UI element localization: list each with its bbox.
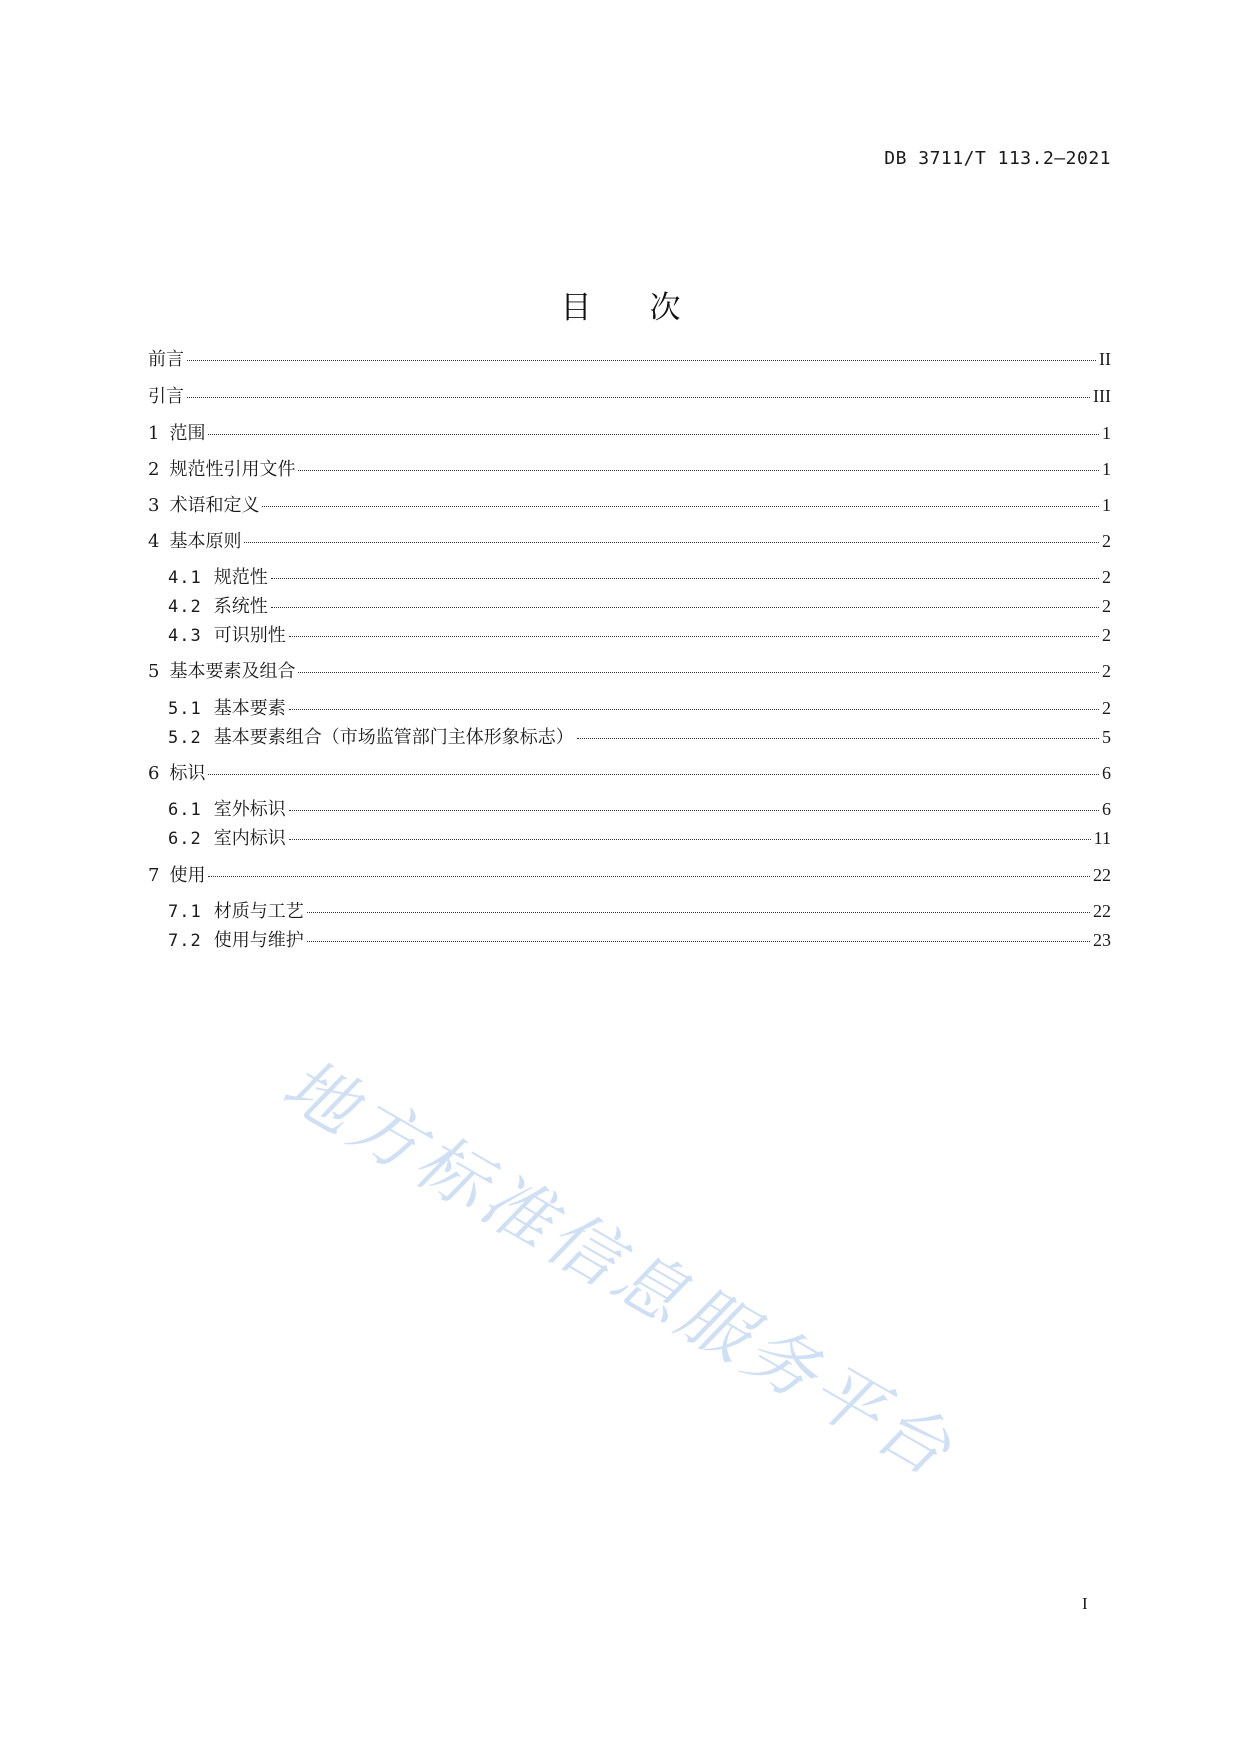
toc-section-number: 5.1: [168, 699, 202, 719]
toc-entry-4-2[interactable]: [168, 595, 1111, 618]
toc-entry-4-1[interactable]: [168, 566, 1111, 589]
toc-page-number: 1: [1102, 459, 1111, 479]
toc-section-number: 7: [148, 865, 160, 886]
toc-entry-5-2[interactable]: [168, 726, 1111, 749]
toc-entry-7-2[interactable]: [168, 929, 1111, 952]
dot-leader: [208, 876, 1090, 877]
toc-page-number: 22: [1093, 865, 1111, 885]
toc-entry-6-1[interactable]: [168, 798, 1111, 821]
toc-label: 基本要素: [213, 698, 286, 719]
toc-section-number: 4.2: [168, 597, 202, 617]
toc-page-number: 2: [1102, 625, 1111, 645]
standard-code: DB 3711/T 113.2—2021: [884, 148, 1111, 169]
toc-page-number: 1: [1102, 495, 1111, 515]
toc-page-number: III: [1093, 386, 1111, 406]
dot-leader: [289, 810, 1099, 811]
toc-entry-5-1[interactable]: [168, 697, 1111, 720]
toc-label: 基本要素及组合: [169, 661, 296, 682]
dot-leader: [307, 912, 1090, 913]
dot-leader: [289, 636, 1099, 637]
toc-label: 材质与工艺: [213, 901, 304, 922]
toc-entry-introduction[interactable]: [148, 385, 1111, 408]
dot-leader: [271, 578, 1099, 579]
toc-label: 范围: [169, 423, 206, 444]
toc-entry-6-2[interactable]: [168, 827, 1111, 850]
toc-section-number: 1: [148, 423, 160, 444]
toc-entry-1[interactable]: [148, 422, 1111, 445]
watermark: 地方标准信息服务平台: [269, 1042, 969, 1495]
toc-label: 基本原则: [169, 531, 242, 552]
toc-section-number: 6: [148, 763, 160, 784]
toc-page-number: 11: [1093, 828, 1111, 848]
toc-label: 室外标识: [213, 799, 286, 820]
dot-leader: [244, 542, 1099, 543]
toc-entry-4[interactable]: [148, 530, 1111, 553]
toc-label: 基本要素组合（市场监管部门主体形象标志）: [213, 727, 574, 748]
toc-label: 使用: [169, 865, 206, 886]
toc-section-number: 2: [148, 459, 160, 480]
toc-entry-7-1[interactable]: [168, 900, 1111, 923]
dot-leader: [289, 709, 1099, 710]
toc-page-number: 6: [1102, 799, 1111, 819]
toc-page-number: 2: [1102, 596, 1111, 616]
toc-section-number: 3: [148, 495, 160, 516]
toc-page-number: 2: [1102, 531, 1111, 551]
toc-label: 可识别性: [213, 625, 286, 646]
dot-leader: [298, 672, 1099, 673]
toc-title: 目次: [560, 290, 739, 326]
toc-entry-4-3[interactable]: [168, 624, 1111, 647]
dot-leader: [577, 738, 1099, 739]
toc-section-number: 4.1: [168, 568, 202, 588]
dot-leader: [208, 774, 1099, 775]
dot-leader: [298, 470, 1099, 471]
toc-page-number: 2: [1102, 567, 1111, 587]
toc-label: 标识: [169, 763, 206, 784]
toc-label: 前言: [148, 349, 184, 370]
toc-label: 室内标识: [213, 828, 286, 849]
toc-page-number: 2: [1102, 698, 1111, 718]
toc-label: 规范性: [213, 567, 268, 588]
toc-entry-5[interactable]: [148, 660, 1111, 683]
toc-section-number: 6.2: [168, 829, 202, 849]
toc-section-number: 4.3: [168, 626, 202, 646]
toc-entry-foreword[interactable]: [148, 348, 1111, 371]
toc-page-number: 2: [1102, 661, 1111, 681]
toc-label: 规范性引用文件: [169, 459, 296, 480]
toc-label: 使用与维护: [213, 930, 304, 951]
page-number: I: [1082, 1594, 1088, 1613]
dot-leader: [289, 839, 1091, 840]
dot-leader: [262, 506, 1099, 507]
toc-page-number: II: [1099, 349, 1111, 369]
dot-leader: [187, 397, 1090, 398]
toc-page-number: 1: [1102, 423, 1111, 443]
toc-label: 系统性: [213, 596, 268, 617]
toc-page-number: 6: [1102, 763, 1111, 783]
dot-leader: [271, 607, 1099, 608]
toc-section-number: 5.2: [168, 728, 202, 748]
toc-section-number: 7.2: [168, 931, 202, 951]
dot-leader: [307, 941, 1090, 942]
toc-page-number: 5: [1102, 727, 1111, 747]
dot-leader: [187, 360, 1096, 361]
dot-leader: [208, 434, 1099, 435]
toc-entry-6[interactable]: [148, 762, 1111, 785]
toc-entry-7[interactable]: [148, 864, 1111, 887]
toc-section-number: 6.1: [168, 800, 202, 820]
toc-section-number: 5: [148, 661, 160, 682]
toc-entry-2[interactable]: [148, 458, 1111, 481]
toc-page-number: 23: [1093, 930, 1111, 950]
toc-page-number: 22: [1093, 901, 1111, 921]
toc-label: 术语和定义: [169, 495, 260, 516]
toc-label: 引言: [148, 386, 184, 407]
toc-section-number: 7.1: [168, 902, 202, 922]
toc-entry-3[interactable]: [148, 494, 1111, 517]
toc-section-number: 4: [148, 531, 160, 552]
